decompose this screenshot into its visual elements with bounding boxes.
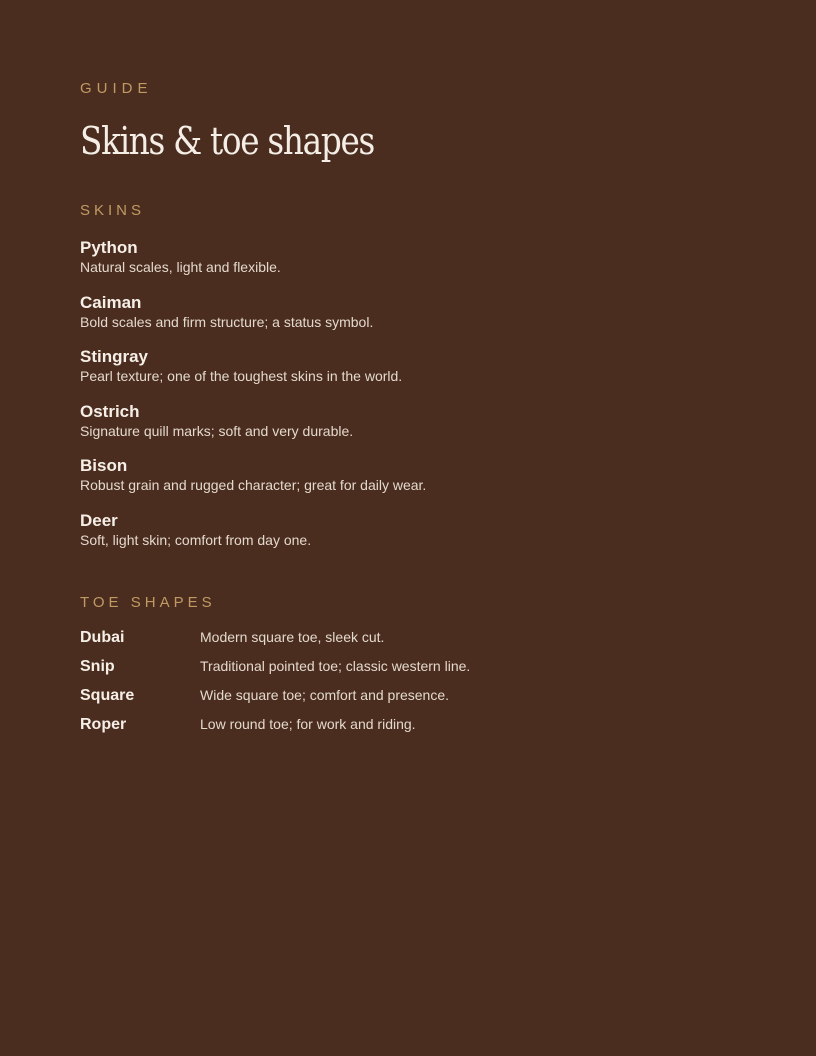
skin-item-caiman	[80, 292, 680, 347]
skin-name: Python	[80, 238, 138, 257]
toe-name: Dubai	[80, 629, 125, 646]
skin-description: Signature quill marks; soft and very durable.	[80, 422, 354, 439]
skin-description: Robust grain and rugged character; great for daily wear.	[80, 477, 427, 493]
guide-eyebrow: GUIDE	[80, 80, 153, 97]
toe-row-snip	[80, 656, 680, 685]
skin-name: Bison	[80, 456, 128, 475]
toe-description: Modern square toe, sleek cut.	[200, 629, 385, 645]
skin-item-ostrich	[80, 401, 680, 456]
toe-row-square	[80, 685, 680, 714]
skin-name: Deer	[80, 510, 118, 530]
toe-description: Low round toe; for work and riding.	[200, 716, 416, 732]
skin-description: Soft, light skin; comfort from day one.	[80, 531, 312, 548]
skin-item-stingray	[80, 346, 680, 401]
skin-item-bison	[80, 455, 680, 510]
toe-name: Roper	[80, 716, 127, 733]
skin-item-deer	[80, 510, 680, 565]
skin-name: Ostrich	[80, 401, 140, 421]
toe-name: Snip	[80, 658, 115, 675]
skin-name: Caiman	[80, 292, 142, 312]
toe-shapes-list	[80, 627, 680, 743]
skins-section-label: SKINS	[80, 202, 146, 219]
toe-name: Square	[80, 687, 135, 704]
toe-row-dubai	[80, 627, 680, 656]
toe-row-roper	[80, 714, 680, 743]
skin-description: Bold scales and firm structure; a status symbol.	[80, 313, 374, 330]
toe-shapes-section-label: TOE SHAPES	[80, 594, 216, 611]
skin-item-python	[80, 237, 680, 292]
skin-description: Natural scales, light and flexible.	[80, 259, 281, 275]
toe-description: Traditional pointed toe; classic western line.	[200, 658, 471, 674]
skin-description: Pearl texture; one of the toughest skins in the world.	[80, 368, 403, 384]
skins-list	[80, 237, 680, 564]
toe-description: Wide square toe; comfort and presence.	[200, 687, 450, 703]
page-title: Skins & toe shapes	[80, 119, 374, 163]
skin-name: Stingray	[80, 347, 149, 366]
